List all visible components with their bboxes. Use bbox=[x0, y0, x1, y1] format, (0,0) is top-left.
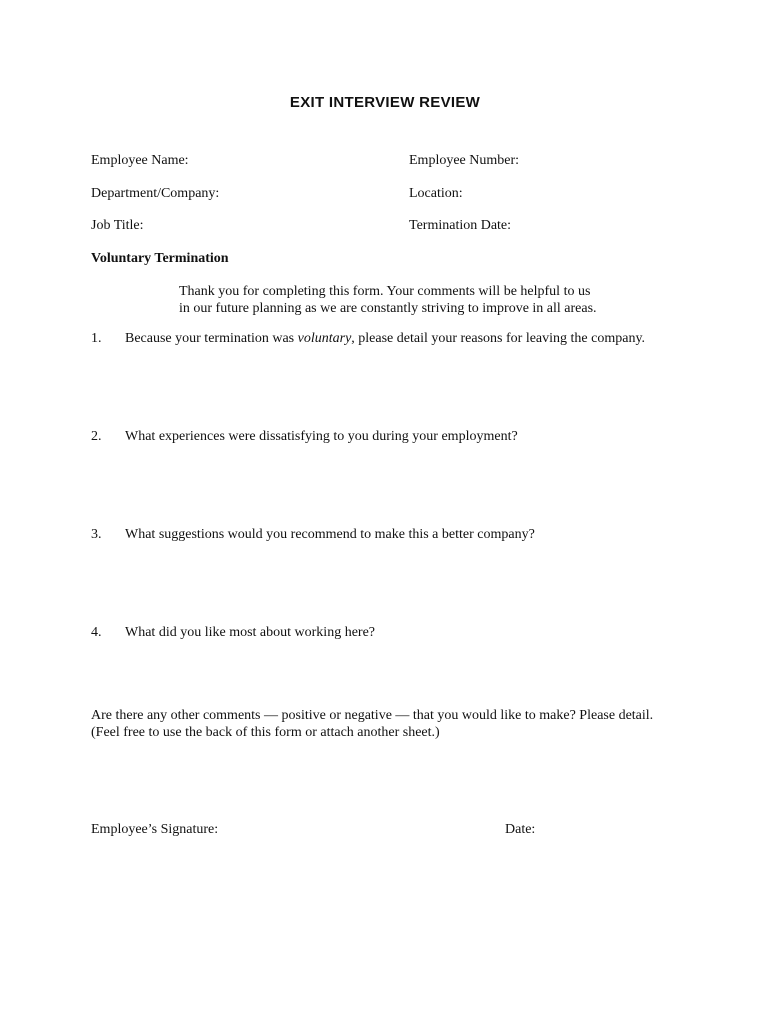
additional-comments bbox=[91, 707, 653, 741]
intro-line-1: Thank you for completing this form. Your comments will be helpful to us bbox=[179, 284, 591, 299]
question-emphasis: voluntary bbox=[297, 331, 352, 346]
intro-line-2: in our future planning as we are constantly striving to improve in all areas. bbox=[179, 301, 597, 316]
question-text: What experiences were dissatisfying to you during your employment? bbox=[125, 429, 518, 444]
department-company-label: Department/Company: bbox=[91, 186, 220, 201]
question-number: 3. bbox=[91, 527, 102, 542]
question-text-before: Because your termination was bbox=[125, 331, 298, 346]
comments-line-1: Are there any other comments — positive or negative — that you would like to make? Please detail. bbox=[91, 708, 654, 723]
question-3 bbox=[91, 527, 535, 543]
question-number: 1. bbox=[91, 331, 102, 346]
signature-date-label: Date: bbox=[505, 822, 536, 837]
termination-date-label: Termination Date: bbox=[409, 218, 512, 233]
comments-line-2: (Feel free to use the back of this form or attach another sheet.) bbox=[91, 725, 440, 740]
employee-number-label: Employee Number: bbox=[409, 153, 520, 168]
question-4 bbox=[91, 625, 375, 641]
question-2 bbox=[91, 429, 518, 445]
employee-name-label: Employee Name: bbox=[91, 153, 189, 168]
page-title: EXIT INTERVIEW REVIEW bbox=[289, 94, 481, 111]
question-1 bbox=[91, 331, 645, 347]
intro-paragraph bbox=[179, 283, 597, 317]
question-text: What did you like most about working here? bbox=[125, 625, 375, 640]
job-title-label: Job Title: bbox=[91, 218, 144, 233]
question-text: What suggestions would you recommend to make this a better company? bbox=[125, 527, 535, 542]
employee-signature-label: Employee’s Signature: bbox=[91, 822, 219, 837]
section-heading: Voluntary Termination bbox=[91, 251, 229, 266]
location-label: Location: bbox=[409, 186, 463, 201]
question-number: 2. bbox=[91, 429, 102, 444]
question-text-after: , please detail your reasons for leaving the company. bbox=[351, 331, 646, 346]
question-number: 4. bbox=[91, 625, 102, 640]
